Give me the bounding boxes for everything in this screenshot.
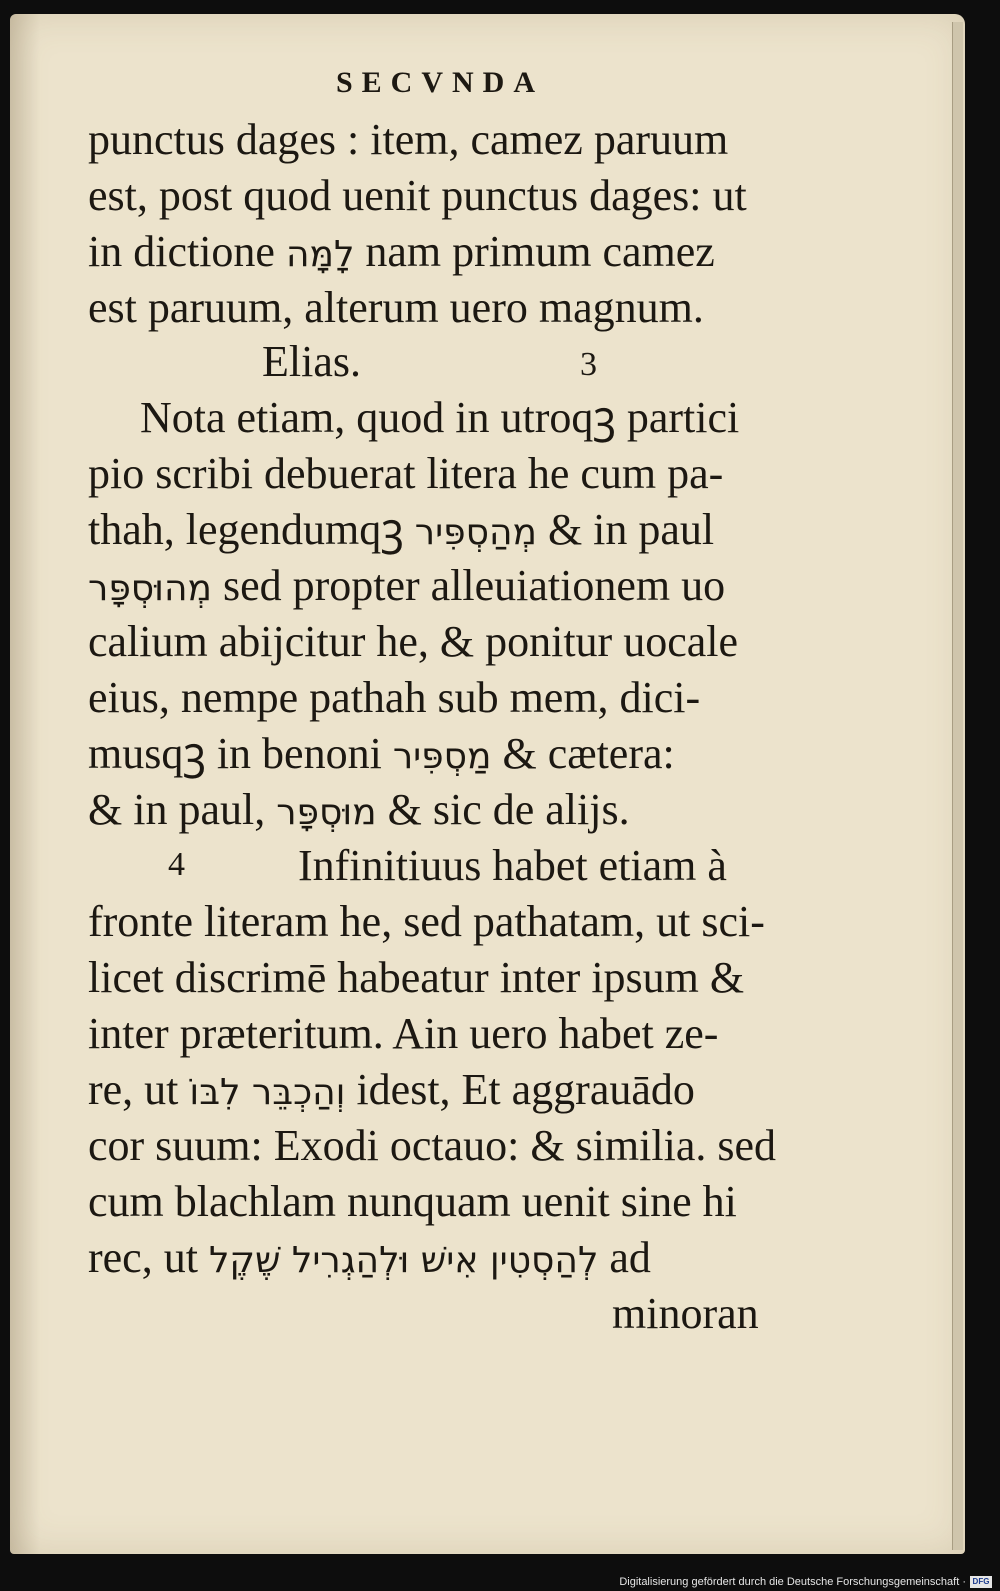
catchword: minoran: [612, 1289, 759, 1338]
latin-text: musqꝫ in benoni: [88, 729, 393, 778]
latin-text: & in paul: [536, 505, 715, 554]
text-line: [88, 782, 630, 841]
text-line: inter præteritum. Ain uero habet ze-: [88, 1009, 719, 1058]
text-line: calium abijcitur he, & ponitur uocale: [88, 617, 739, 666]
hebrew-phrase: לְהַסְטִין אִישׁ וּלְהַגְרִיל שֶׁקֶל: [208, 1240, 599, 1281]
text-line: fronte literam he, sed pathatam, ut sci-: [88, 897, 765, 946]
latin-text: re, ut: [88, 1065, 190, 1114]
text-line: [88, 726, 675, 785]
hebrew-word: מְהַסְפִּיר: [414, 512, 537, 553]
latin-text: idest, Et aggrauādo: [345, 1065, 695, 1114]
footer-bar: [0, 1573, 1000, 1591]
text-line: Infinitiuus habet etiam à: [298, 841, 727, 890]
text-line: est, post quod uenit punctus dages: ut: [88, 171, 747, 220]
text-line: [88, 558, 725, 617]
latin-text: thah, legendumqꝫ: [88, 505, 415, 554]
latin-text: & in paul,: [88, 785, 277, 834]
latin-text: ad: [598, 1233, 651, 1282]
text-line: [88, 502, 714, 561]
dfg-logo: DFG: [970, 1576, 992, 1588]
spine-shadow: [10, 14, 40, 1554]
running-header: SECVNDA: [335, 66, 545, 99]
hebrew-phrase: וְהַכְבֵּר לִבּוֹ: [189, 1072, 346, 1113]
latin-text: rec, ut: [88, 1233, 209, 1282]
section-number: 3: [580, 346, 597, 383]
hebrew-word: מוּסְפָּר: [276, 792, 377, 833]
latin-text: & cætera:: [491, 729, 675, 778]
text-line: [88, 1230, 651, 1289]
text-line: cum blachlam nunquam uenit sine hi: [88, 1177, 737, 1226]
text-line: punctus dages : item, camez paruum: [88, 115, 729, 164]
latin-text: sed propter alleuiationem uo: [211, 561, 726, 610]
text-line: est paruum, alterum uero magnum.: [88, 283, 704, 332]
page-edge: [952, 22, 963, 1550]
hebrew-word: לָמָּה: [285, 234, 355, 275]
text-line: licet discrimē habeatur inter ipsum &: [88, 953, 745, 1002]
text-line: cor suum: Exodi octauo: & similia. sed: [88, 1121, 777, 1170]
text-line: eius, nempe pathah sub mem, dici-: [88, 673, 701, 722]
latin-text: nam primum camez: [354, 227, 715, 276]
latin-text: in dictione: [88, 227, 286, 276]
section-number: 4: [168, 846, 185, 883]
text-line: Nota etiam, quod in utroqꝫ partici: [140, 393, 740, 442]
hebrew-word: מַסְפִּיר: [392, 736, 492, 777]
section-heading: Elias.: [262, 337, 361, 386]
hebrew-word: מְהוּסְפָּר: [88, 568, 212, 609]
funding-notice: Digitalisierung gefördert durch die Deutsche Forschungsgemeinschaft ·: [619, 1576, 966, 1588]
text-line: pio scribi debuerat litera he cum pa-: [88, 449, 724, 498]
text-line: [88, 224, 715, 283]
latin-text: & sic de alijs.: [376, 785, 630, 834]
text-line: [88, 1062, 695, 1121]
